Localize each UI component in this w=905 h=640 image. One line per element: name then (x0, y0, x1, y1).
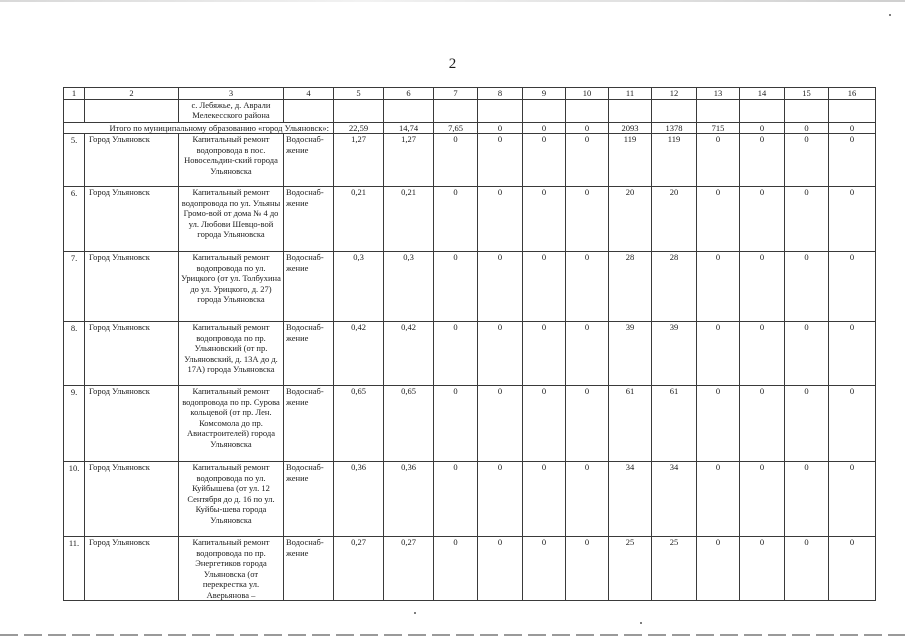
cell-c8: 0 (478, 537, 523, 601)
work-description: Капитальный ремонт водопровода по пр. Ульяновский (от пр. Ульяновский, д. 13А до д. 17А) города Ульяновска (179, 322, 284, 386)
cell-c16: 0 (829, 252, 876, 322)
utility-type: Водоснаб-жение (284, 134, 334, 187)
municipality: Город Ульяновск (85, 134, 179, 187)
total-c16: 0 (829, 122, 876, 134)
municipality: Город Ульяновск (85, 462, 179, 537)
cell-c12: 39 (652, 322, 697, 386)
cell-c15: 0 (785, 187, 829, 252)
row-number: 5. (64, 134, 85, 187)
cell-c7: 0 (434, 386, 478, 462)
column-number-row (64, 88, 876, 100)
cell-c8: 0 (478, 252, 523, 322)
scan-speck (414, 612, 416, 614)
cell-c12: 20 (652, 187, 697, 252)
cell-c7: 0 (434, 252, 478, 322)
cell-c7: 0 (434, 322, 478, 386)
work-description: Капитальный ремонт водопровода по ул. Ульяны Громо-вой от дома № 4 до ул. Любови Шевцо-вой города Ульяновска (179, 187, 284, 252)
cell-c13: 0 (697, 322, 740, 386)
continuation-desc: с. Лебяжье, д. Аврали Мелекесского района (179, 99, 284, 122)
col-header-7: 7 (434, 88, 478, 100)
row-number: 6. (64, 187, 85, 252)
cell-c16: 0 (829, 322, 876, 386)
cell-c13: 0 (697, 134, 740, 187)
total-row (64, 122, 876, 134)
cell-c8: 0 (478, 462, 523, 537)
cell-c14: 0 (740, 386, 785, 462)
cell-c16: 0 (829, 386, 876, 462)
total-c13: 715 (697, 122, 740, 134)
cell-c9: 0 (523, 134, 566, 187)
municipality: Город Ульяновск (85, 322, 179, 386)
continuation-row (64, 99, 876, 122)
cell-c6: 1,27 (384, 134, 434, 187)
cell-c12: 25 (652, 537, 697, 601)
cell-c8: 0 (478, 187, 523, 252)
col-header-2: 2 (85, 88, 179, 100)
cell-c5: 0,21 (334, 187, 384, 252)
cell-c13: 0 (697, 187, 740, 252)
cell-c6: 0,27 (384, 537, 434, 601)
row-number: 10. (64, 462, 85, 537)
cell-c13: 0 (697, 462, 740, 537)
cell-c9: 0 (523, 187, 566, 252)
page-number: 2 (448, 56, 457, 72)
municipality: Город Ульяновск (85, 537, 179, 601)
municipality: Город Ульяновск (85, 187, 179, 252)
utility-type: Водоснаб-жение (284, 252, 334, 322)
table-row (64, 134, 876, 187)
total-c14: 0 (740, 122, 785, 134)
scan-speck (889, 14, 891, 16)
cell-c13: 0 (697, 386, 740, 462)
cell-c5: 0,42 (334, 322, 384, 386)
cell-c9: 0 (523, 386, 566, 462)
cell-c14: 0 (740, 252, 785, 322)
col-header-9: 9 (523, 88, 566, 100)
cell-c15: 0 (785, 252, 829, 322)
scan-edge-bottom (0, 634, 905, 636)
table-row (64, 252, 876, 322)
cell-c5: 0,27 (334, 537, 384, 601)
work-description: Капитальный ремонт водопровода по пр. Сурова кольцевой (от пр. Лен. Комсомола до пр. Авиастроителей) города Ульяновска (179, 386, 284, 462)
cell-c6: 0,65 (384, 386, 434, 462)
cell-c6: 0,3 (384, 252, 434, 322)
row-number: 9. (64, 386, 85, 462)
cell-c16: 0 (829, 187, 876, 252)
program-table (63, 87, 876, 601)
table-row (64, 462, 876, 537)
cell-c5: 0,3 (334, 252, 384, 322)
row-number: 8. (64, 322, 85, 386)
cell-c15: 0 (785, 386, 829, 462)
utility-type: Водоснаб-жение (284, 462, 334, 537)
municipality: Город Ульяновск (85, 252, 179, 322)
col-header-8: 8 (478, 88, 523, 100)
col-header-10: 10 (566, 88, 609, 100)
work-description: Капитальный ремонт водопровода по ул. Урицкого (от ул. Толбухина до ул. Урицкого, д. 27) города Ульяновска (179, 252, 284, 322)
table-row (64, 386, 876, 462)
scan-edge-top (0, 0, 905, 2)
total-c9: 0 (523, 122, 566, 134)
cell-c10: 0 (566, 187, 609, 252)
utility-type: Водоснаб-жение (284, 386, 334, 462)
col-header-13: 13 (697, 88, 740, 100)
municipality: Город Ульяновск (85, 386, 179, 462)
cell-c12: 119 (652, 134, 697, 187)
cell-c8: 0 (478, 134, 523, 187)
cell-c8: 0 (478, 386, 523, 462)
cell-c11: 28 (609, 252, 652, 322)
cell-c13: 0 (697, 537, 740, 601)
cell-c7: 0 (434, 537, 478, 601)
cell-c10: 0 (566, 386, 609, 462)
cell-c12: 28 (652, 252, 697, 322)
cell-c12: 61 (652, 386, 697, 462)
col-header-15: 15 (785, 88, 829, 100)
table-row (64, 322, 876, 386)
total-c15: 0 (785, 122, 829, 134)
cell-c10: 0 (566, 462, 609, 537)
cell-c11: 61 (609, 386, 652, 462)
cell-c14: 0 (740, 462, 785, 537)
cell-c7: 0 (434, 187, 478, 252)
total-c12: 1378 (652, 122, 697, 134)
cell-c14: 0 (740, 134, 785, 187)
cell-c16: 0 (829, 462, 876, 537)
cell-c8: 0 (478, 322, 523, 386)
total-c10: 0 (566, 122, 609, 134)
row-number: 7. (64, 252, 85, 322)
col-header-12: 12 (652, 88, 697, 100)
col-header-6: 6 (384, 88, 434, 100)
cell-c9: 0 (523, 462, 566, 537)
col-header-5: 5 (334, 88, 384, 100)
cell-c13: 0 (697, 252, 740, 322)
work-description: Капитальный ремонт водопровода в пос. Новосельдин-ский города Ульяновска (179, 134, 284, 187)
total-c11: 2093 (609, 122, 652, 134)
cell-c16: 0 (829, 134, 876, 187)
cell-c10: 0 (566, 537, 609, 601)
total-c5: 22,59 (334, 122, 384, 134)
cell-c5: 0,65 (334, 386, 384, 462)
cell-c14: 0 (740, 537, 785, 601)
cell-c10: 0 (566, 134, 609, 187)
utility-type: Водоснаб-жение (284, 537, 334, 601)
col-header-3: 3 (179, 88, 284, 100)
row-number: 11. (64, 537, 85, 601)
cell-c15: 0 (785, 462, 829, 537)
cell-c9: 0 (523, 322, 566, 386)
col-header-11: 11 (609, 88, 652, 100)
total-c8: 0 (478, 122, 523, 134)
total-label: Итого по муниципальному образованию «город Ульяновск»: (64, 122, 334, 134)
total-c7: 7,65 (434, 122, 478, 134)
table-row (64, 537, 876, 601)
cell-c15: 0 (785, 134, 829, 187)
cell-c5: 1,27 (334, 134, 384, 187)
table-row (64, 187, 876, 252)
cell-c10: 0 (566, 322, 609, 386)
col-header-4: 4 (284, 88, 334, 100)
cell-c11: 34 (609, 462, 652, 537)
col-header-1: 1 (64, 88, 85, 100)
work-description: Капитальный ремонт водопровода по пр. Энергетиков города Ульяновска (от перекрестка ул. Аверьянова – (179, 537, 284, 601)
cell-c11: 119 (609, 134, 652, 187)
col-header-16: 16 (829, 88, 876, 100)
cell-c9: 0 (523, 252, 566, 322)
cell-c14: 0 (740, 322, 785, 386)
cell-c15: 0 (785, 322, 829, 386)
cell-c14: 0 (740, 187, 785, 252)
total-c6: 14,74 (384, 122, 434, 134)
cell-c7: 0 (434, 134, 478, 187)
cell-c12: 34 (652, 462, 697, 537)
col-header-14: 14 (740, 88, 785, 100)
scan-speck (640, 622, 642, 624)
cell-c11: 25 (609, 537, 652, 601)
utility-type: Водоснаб-жение (284, 187, 334, 252)
cell-c16: 0 (829, 537, 876, 601)
cell-c6: 0,42 (384, 322, 434, 386)
cell-c9: 0 (523, 537, 566, 601)
cell-c5: 0,36 (334, 462, 384, 537)
utility-type: Водоснаб-жение (284, 322, 334, 386)
cell-c6: 0,21 (384, 187, 434, 252)
cell-c11: 20 (609, 187, 652, 252)
cell-c10: 0 (566, 252, 609, 322)
work-description: Капитальный ремонт водопровода по ул. Куйбышева (от ул. 12 Сентября до д. 16 по ул. Куйбы-шева города Ульяновска (179, 462, 284, 537)
cell-c11: 39 (609, 322, 652, 386)
cell-c7: 0 (434, 462, 478, 537)
cell-c15: 0 (785, 537, 829, 601)
cell-c6: 0,36 (384, 462, 434, 537)
